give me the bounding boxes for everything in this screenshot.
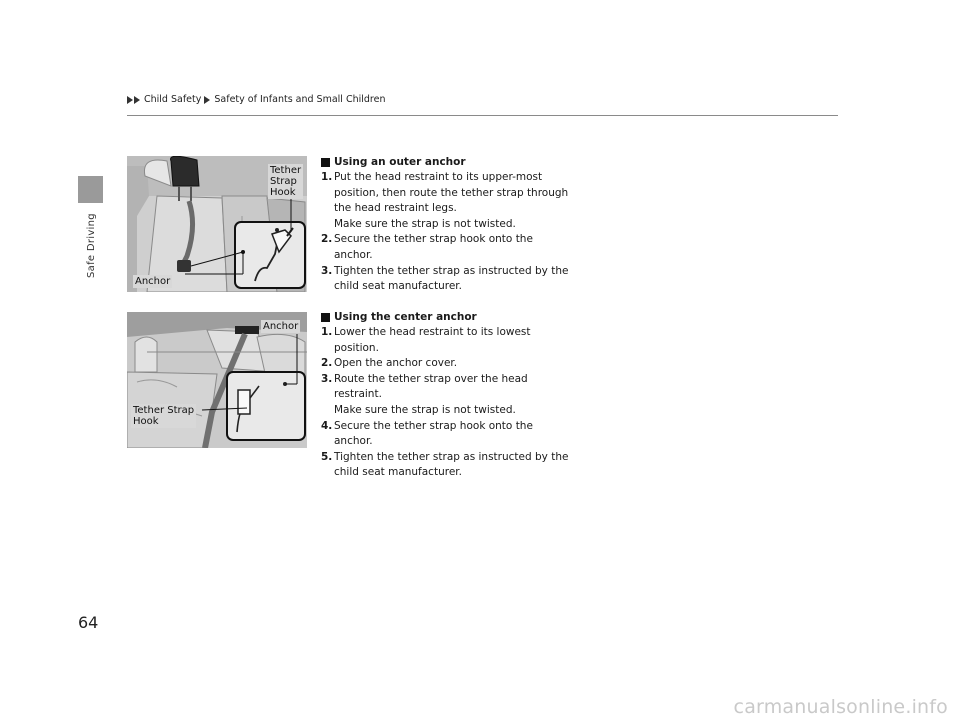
page-number: 64 [78, 613, 99, 632]
breadcrumb-arrow-icon [204, 96, 210, 104]
square-bullet-icon [321, 313, 330, 322]
breadcrumb-item-child-safety[interactable]: Child Safety [144, 94, 202, 105]
header-rule [127, 115, 838, 116]
center-anchor-heading: Using the center anchor [321, 309, 571, 325]
center-step-2: 2. Open the anchor cover. [321, 357, 458, 370]
square-bullet-icon [321, 158, 330, 167]
outer-step-3: 3. Tighten the tether strap as instructed by the child seat manufacturer. [321, 264, 569, 293]
center-anchor-section [321, 309, 571, 481]
outer-anchor-section [321, 154, 571, 295]
section-tab-marker [78, 176, 103, 203]
outer-anchor-illustration [127, 156, 307, 292]
outer-step-2: 2. Secure the tether strap hook onto the anchor. [321, 233, 533, 261]
center-step-3: 3. Route the tether strap over the head restraint. Make sure the strap is not twisted. [321, 372, 528, 416]
figure-label-anchor: Anchor [263, 321, 299, 332]
breadcrumb-arrow-icon [127, 96, 133, 104]
center-anchor-illustration [127, 312, 307, 448]
breadcrumb-item-safety-of-infants[interactable]: Safety of Infants and Small Children [214, 94, 386, 105]
watermark: carmanualsonline.info [733, 696, 948, 718]
outer-anchor-heading: Using an outer anchor [321, 154, 571, 170]
breadcrumb-arrow-icon [134, 96, 140, 104]
figure-label-tether-strap-hook: Tether Strap Hook [133, 405, 195, 427]
outer-step-1: 1. Put the head restraint to its upper-most position, then route the tether strap through the head restraint legs. Make sure the strap is not twisted. [321, 171, 569, 230]
breadcrumb [127, 94, 386, 105]
figure-label-anchor: Anchor [135, 276, 171, 287]
figure-label-tether-strap-hook: Tether Strap Hook [270, 165, 302, 198]
center-step-1: 1. Lower the head restraint to its lowest position. [321, 326, 531, 354]
center-step-4: 4. Secure the tether strap hook onto the anchor. [321, 419, 533, 448]
center-step-5: 5. Tighten the tether strap as instructed by the child seat manufacturer. [321, 450, 569, 479]
section-tab-label: Safe Driving [86, 213, 97, 278]
